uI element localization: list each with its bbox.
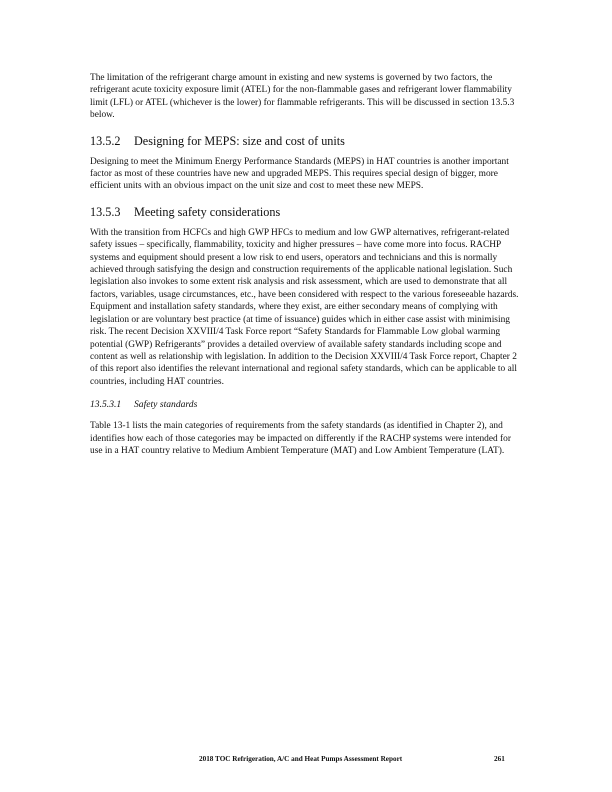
section-heading-13-5-3 [90,205,522,219]
page-content [90,72,522,457]
safety-standards-paragraph: Table 13-1 lists the main categories of requirements from the safety standards (as identified in Chapter 2), and identifies how each of those categories may be impacted on differently if the RACHP systems were intended for use in a HAT country relative to Medium Ambient Temperature (MAT) and Low Ambient Temperature (LAT). [90,421,511,456]
safety-paragraph: With the transition from HCFCs and high GWP HFCs to medium and low GWP alternatives, refrigerant-related safety issues – specifically, flammability, toxicity and higher pressures – have come more into focus. RACHP systems and equipment should present a low risk to end users, operators and technicians and this is normally achieved through satisfying the design and construction requirements of the applicable national legislation. Such legislation also invokes to some extent risk analysis and risk assessment, which are used to demonstrate that all factors, variables, usage circumstances, etc., have been considered with respect to the various foreseeable hazards. Equipment and installation safety standards, where they exist, are either secondary means of complying with legislation or are voluntary best practice (at time of issuance) guides which in either case assist with minimising risk. The recent Decision XXVIII/4 Task Force report “Safety Standards for Flammable Low global warming potential (GWP) Refrigerants” provides a detailed overview of available safety standards including scope and content as well as relationship with legislation. In addition to the Decision XXVIII/4 Task Force report, Chapter 2 of this report also identifies the relevant international and regional safety standards, which can be applicable to all countries, including HAT countries. [90,227,519,387]
section-number: 13.5.2 [90,133,121,148]
section-title: Designing for MEPS: size and cost of units [134,133,345,148]
section-number: 13.5.3 [90,204,121,219]
footer-report-title: 2018 TOC Refrigeration, A/C and Heat Pumps Assessment Report [199,755,403,763]
meps-paragraph: Designing to meet the Minimum Energy Performance Standards (MEPS) in HAT countries is another important factor as most of these countries have new and upgraded MEPS. This requires special design of bigger, more efficient units with an obvious impact on the unit size and cost to meet these new MEPS. [90,156,509,192]
subsection-title: Safety standards [134,399,198,411]
section-title: Meeting safety considerations [134,204,281,219]
subsection-heading-13-5-3-1 [90,399,522,411]
page-number: 261 [494,755,505,763]
subsection-number: 13.5.3.1 [90,399,122,411]
section-heading-13-5-2 [90,134,522,148]
intro-paragraph: The limitation of the refrigerant charge amount in existing and new systems is governed by two factors, the refrigerant acute toxicity exposure limit (ATEL) for the non-flammable gases and refrigerant lower flammability limit (LFL) or ATEL (whichever is the lower) for flammable refrigerants. This will be discussed in section 13.5.3 below. [90,73,515,121]
